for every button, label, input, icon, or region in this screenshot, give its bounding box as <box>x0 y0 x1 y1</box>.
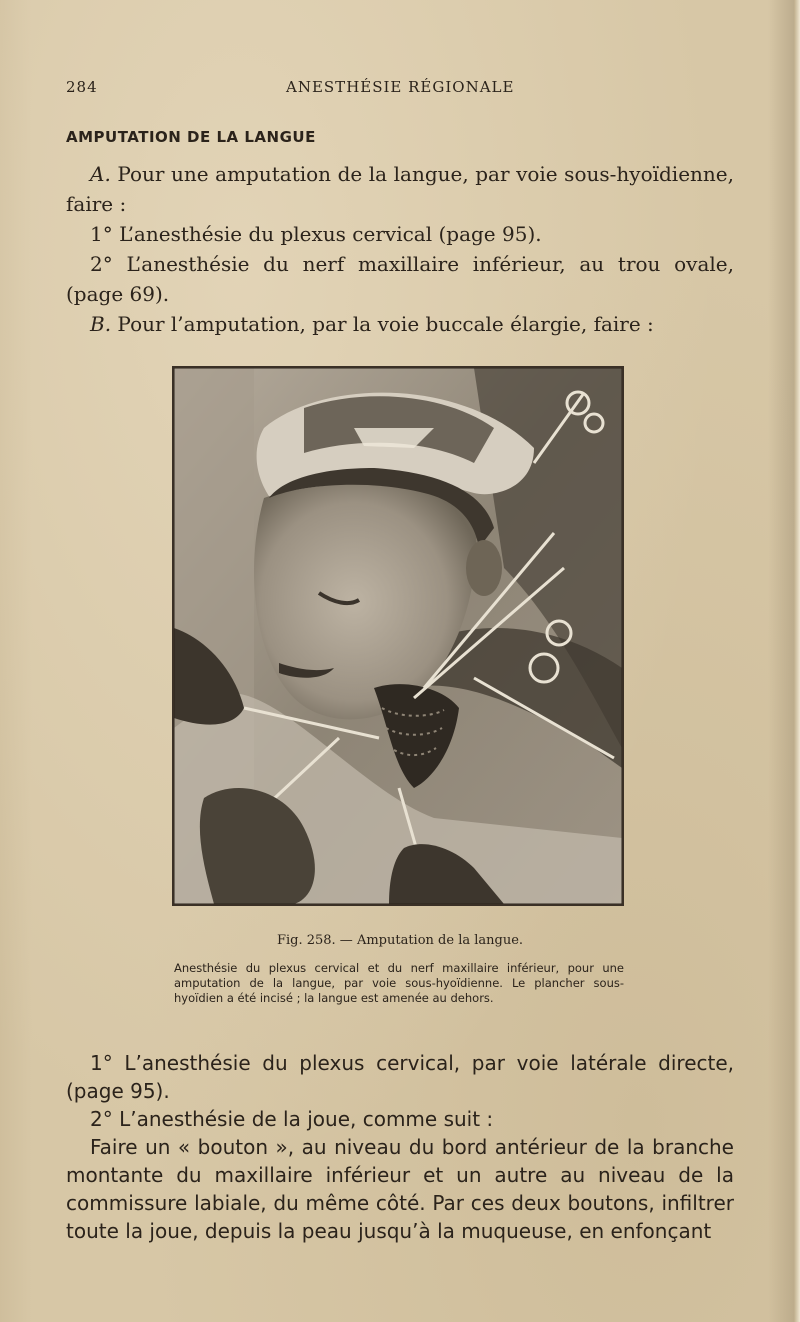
figure-photo <box>172 366 624 906</box>
paragraph-a <box>66 159 734 219</box>
paragraph-b-text: Pour l’amputation, par la voie buccale élargie, faire : <box>111 312 654 336</box>
paragraph-item-2: 2° L’anesthésie du nerf maxillaire inférieur, au trou ovale, (page 69). <box>66 252 734 306</box>
surgery-photo-illustration <box>174 368 622 904</box>
section-letter-a: A. <box>90 162 111 186</box>
paragraph-b <box>66 309 734 339</box>
figure-caption: Fig. 258. — Amputation de la langue. <box>276 933 524 948</box>
body-paragraph-1: 1° L’anesthésie du plexus cervical, par voie latérale directe, (page 95). <box>66 1051 734 1103</box>
running-head <box>66 78 734 102</box>
body-paragraph-3: Faire un « bouton », au niveau du bord antérieur de la branche montante du maxillaire inférieur et un autre au niveau de la commissure labiale, du même côté. Par ces deux boutons, infiltrer toute la joue, depuis la peau jusqu’à la muqueuse, en enfonçant <box>66 1135 734 1243</box>
page-edge <box>794 0 800 1322</box>
paragraph-a-text: Pour une amputation de la langue, par voie sous-hyoïdienne, faire : <box>66 162 734 216</box>
section-heading: AMPUTATION DE LA LANGUE <box>66 128 316 146</box>
body-paragraph-2: 2° L’anesthésie de la joue, comme suit : <box>90 1107 494 1131</box>
section-letter-b: B. <box>90 312 112 336</box>
running-title: ANESTHÉSIE RÉGIONALE <box>286 78 515 96</box>
page-number: 284 <box>66 78 98 96</box>
paragraph-item-1: 1° L’anesthésie du plexus cervical (page 95). <box>90 222 542 246</box>
figure-legend: Anesthésie du plexus cervical et du nerf maxillaire inférieur, pour une amputation de la langue, par voie sous-hyoïdienne. Le plancher sous-hyoïdien a été incisé ; la langue est amenée au dehors. <box>174 961 624 1005</box>
